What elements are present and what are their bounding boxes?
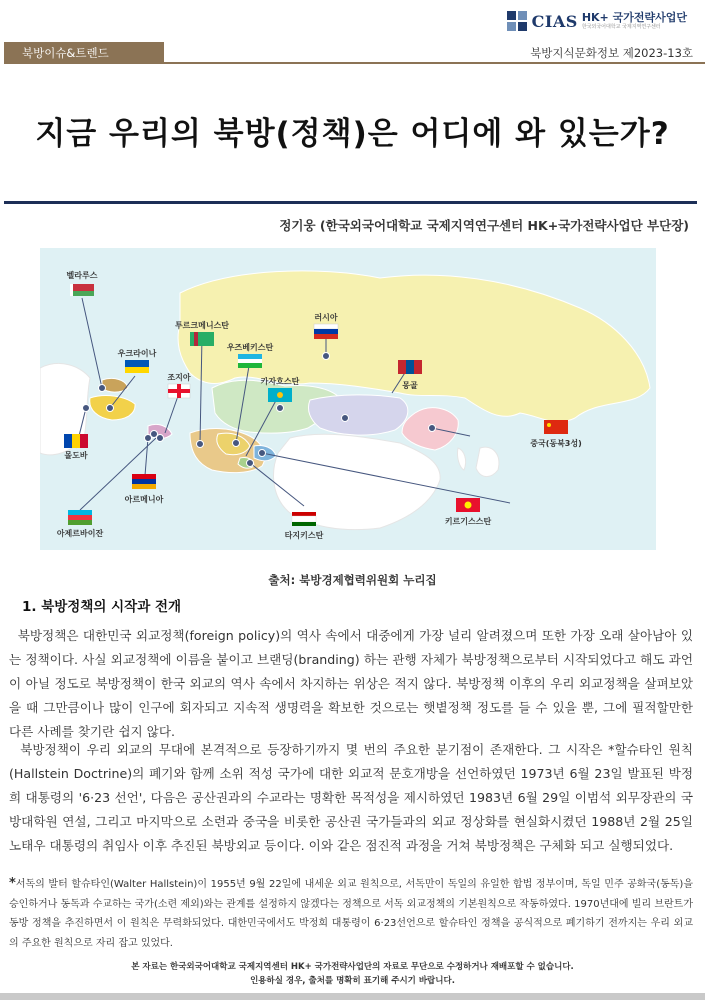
footnote-marker: * <box>9 876 16 891</box>
flag-moldova <box>64 434 88 448</box>
flag-kyrgyzstan <box>456 498 480 512</box>
flag-uzbekistan <box>238 354 262 368</box>
marker-azerbaijan <box>157 435 164 442</box>
marker-kyrgyzstan <box>259 450 266 457</box>
marker-moldova <box>83 405 90 412</box>
cias-logo <box>506 10 687 32</box>
label-ukraine: 우크라이나 <box>117 349 157 358</box>
marker-kazakhstan <box>277 405 284 412</box>
footer-band <box>0 993 705 1000</box>
copyright-line-2: 인용하실 경우, 출처를 명확히 표기해 주시기 바랍니다. <box>250 976 455 986</box>
mongolia-region <box>308 395 407 435</box>
label-kyrgyzstan: 키르기스스탄 <box>444 517 492 526</box>
label-georgia: 조지아 <box>167 373 191 382</box>
marker-belarus <box>99 385 106 392</box>
label-azerbaijan: 아제르바이잔 <box>56 529 104 538</box>
label-china: 중국(동북3성) <box>530 439 582 448</box>
flag-russia <box>314 324 338 339</box>
footnote-text: 서독의 발터 할슈타인(Walter Hallstein)이 1955년 9월 22일에 내세운 외교 원칙으로, 서독만이 독일의 유일한 합법 정부이며, 독일 민주 공화국(동독)을 승인하거나 동독과 수교하는 국가(소련 제외)와는 관계를 설정하지 않겠다는 정책으로 서독 외교정책의 기본원칙으로 작동하였다. 1970년대에 빌리 브란트가 동방 정책을 추진하면서 이 원칙은 무력화되었다. 대한민국에서도 박정희 대통령이 6·23선언으로 할슈타인 정책을 공식적으로 폐기하기 전까지는 우리 외교의 주요한 원칙으로 자리 잡고 있었다. <box>9 879 693 949</box>
flag-kazakhstan <box>268 388 292 402</box>
paragraph-2-text: 북방정책이 우리 외교의 무대에 본격적으로 등장하기까지 몇 번의 주요한 분기점이 존재한다. 그 시작은 *할슈타인 원칙(Hallstein Doctrine)의 폐기와 함께 소위 적성 국가에 대한 외교적 문호개방을 선언하였던 1973년 6월 23일 발표된 박정희 대통령의 '6·23 선언', 다음은 공산권과의 수교라는 명확한 목적성을 제시하였던 1983년 6월 29일 이범석 외무장관의 국방대학원 연설, 그리고 마지막으로 소련과 중국을 비롯한 공산권 국가들과의 외교 정상화를 현실화시켰던 1988년 2월 25일 노태우 대통령의 취임사 이후 추진된 북방외교 등이다. 이와 같은 점진적 과정을 거쳐 북방정책은 구체화 되고 실행되었다. <box>9 742 693 853</box>
logo-brand: CIAS <box>531 11 578 31</box>
logo-tagline: HK+ 국가전략사업단 <box>581 11 687 24</box>
flag-azerbaijan <box>68 510 92 525</box>
label-tajikistan: 타지키스탄 <box>284 531 324 540</box>
flag-china <box>544 420 568 434</box>
label-belarus: 벨라루스 <box>66 271 98 280</box>
paragraph-1-text: 북방정책은 대한민국 외교정책(foreign policy)의 역사 속에서 대중에게 가장 널리 알려졌으며 또한 가장 오래 살아남아 있는 정책이다. 사실 외교정책에 이름을 붙이고 브랜딩(branding) 하는 관행 자체가 북방정책으로부터 시작되었다고 해도 과언이 아닐 정도로 북방정책이 한국 외교의 역사 속에서 차지하는 위상은 적지 않다. 북방정책 이후의 우리 외교정책을 살펴보았을 때 그만큼이나 많이 인구에 회자되고 지속적 생명력을 확보한 것으로는 햇볕정책 정도를 들 수 있을 뿐, 그에 필적할만한 다른 사례를 찾기란 쉽지 않다. <box>9 628 693 739</box>
label-mongolia: 몽골 <box>402 381 418 390</box>
label-turkmenistan: 투르크메니스탄 <box>174 321 230 330</box>
marker-china <box>429 425 436 432</box>
marker-turkmenistan <box>197 441 204 448</box>
marker-russia <box>323 353 330 360</box>
label-armenia: 아르메니아 <box>124 495 164 504</box>
copyright-notice <box>0 960 705 988</box>
paragraph-2 <box>9 738 693 858</box>
flag-belarus <box>70 284 94 296</box>
header-rule <box>164 62 705 64</box>
flag-georgia <box>168 384 190 398</box>
series-label: 북방이슈&트렌드 <box>4 42 164 64</box>
marker-uzbekistan <box>233 440 240 447</box>
flag-mongolia <box>398 360 422 374</box>
marker-tajikistan <box>247 460 254 467</box>
japan-islands <box>476 447 499 476</box>
author-line: 정기웅 (한국외국어대학교 국제지역연구센터 HK+국가전략사업단 부단장) <box>279 218 689 233</box>
flag-turkmenistan <box>190 332 214 346</box>
label-uzbekistan: 우즈베키스탄 <box>226 343 274 352</box>
label-kazakhstan: 카자흐스탄 <box>260 377 300 386</box>
footnote <box>9 874 693 953</box>
marker-mongolia <box>342 415 349 422</box>
copyright-line-1: 본 자료는 한국외국어대학교 국제지역센터 HK+ 국가전략사업단의 자료로 무단으로 수정하거나 재배포할 수 없습니다. <box>131 962 574 972</box>
cias-logo-icon <box>506 10 528 32</box>
flag-tajikistan <box>292 512 316 526</box>
label-moldova: 몰도바 <box>64 451 88 460</box>
flag-armenia <box>132 474 156 489</box>
paragraph-1 <box>9 624 693 744</box>
title-divider <box>4 201 697 204</box>
section-heading: 1. 북방정책의 시작과 전개 <box>22 599 182 615</box>
issue-number: 북방지식문화정보 제2023-13호 <box>530 46 693 60</box>
marker-ukraine <box>107 405 114 412</box>
map-source: 출처: 북방경제협력위원회 누리집 <box>268 573 437 587</box>
marker-armenia <box>145 435 152 442</box>
logo-tagline-block <box>582 12 687 30</box>
header-bar <box>0 42 705 64</box>
label-russia: 러시아 <box>314 313 338 322</box>
flag-ukraine <box>125 360 149 373</box>
northern-policy-map <box>40 248 656 550</box>
page-title: 지금 우리의 북방(정책)은 어디에 와 있는가? <box>35 116 670 152</box>
logo-subline: 한국외국어대학교 국제지역연구센터 <box>581 24 661 30</box>
